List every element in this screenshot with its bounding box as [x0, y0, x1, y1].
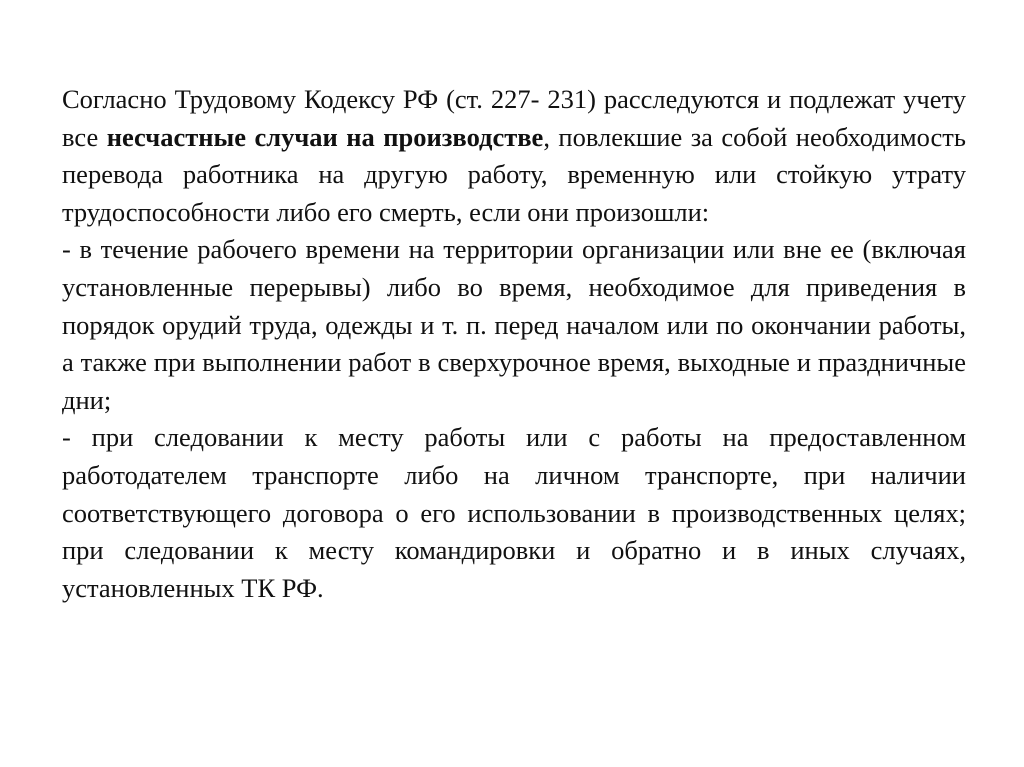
emphasized-phrase: несчастные случаи на производстве: [106, 121, 544, 152]
bullet-item-transport: - при следовании к месту работы или с работы на предоставленном работодателем транспорте либо на личном транспорте, при наличии соответствующего договора о его использовании в производственных целях; при следовании к месту командировки и обратно и в иных случаях, установленных ТК РФ.: [62, 422, 966, 603]
document-body: [62, 81, 966, 607]
intro-paragraph: [62, 81, 966, 231]
intro-text-start: Согласно Трудовому Кодексу РФ (ст. 227- 231) расследуются и подлежат учету все: [62, 84, 966, 152]
bullet-item-work-time: - в течение рабочего времени на территории организации или вне ее (включая установленные перерывы) либо во время, необходимое для приведения в порядок орудий труда, одежды и т. п. перед началом или по окончании работы, а также при выполнении работ в сверхурочное время, выходные и праздничные дни;: [62, 234, 966, 415]
intro-text-end: , повлекшие за собой необходимость перевода работника на другую работу, временную или стойкую утрату трудоспособности либо его смерть, если они произошли:: [62, 121, 966, 227]
